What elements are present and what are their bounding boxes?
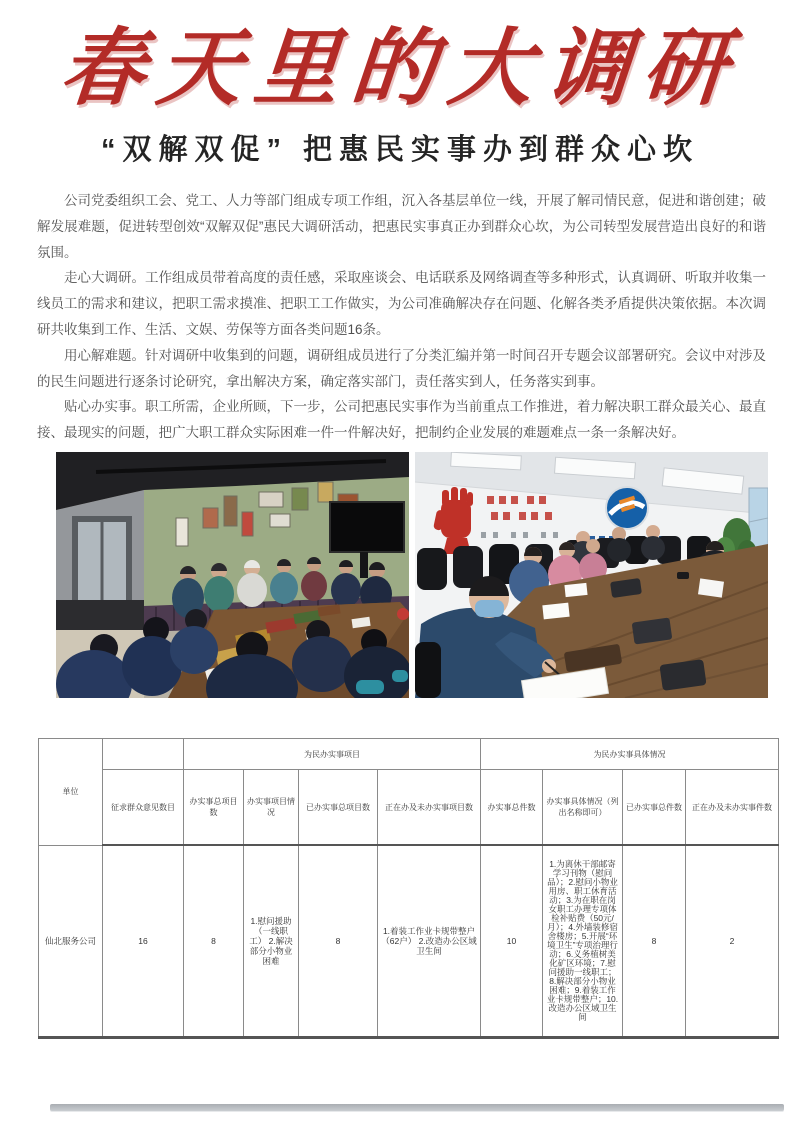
cell-item-pending: 2 bbox=[686, 845, 779, 1038]
statistics-table-wrap bbox=[38, 738, 779, 1039]
statistics-table bbox=[38, 738, 779, 1039]
left-meeting-photo bbox=[56, 452, 409, 698]
header-spacer bbox=[103, 739, 184, 770]
right-conference-photo bbox=[415, 452, 768, 698]
header-group-projects: 为民办实事项目 bbox=[184, 739, 481, 770]
page-subtitle: “双解双促” 把惠民实事办到群众心坎 bbox=[100, 134, 700, 166]
face-mask bbox=[475, 600, 504, 617]
header-project-pending: 正在办及未办实事项目数 bbox=[378, 770, 481, 846]
paragraph-research: 走心大调研。工作组成员带着高度的责任感，采取座谈会、电话联系及网络调查等多种形式，认真调研、听取并收集一线员工的需求和建议，把职工需求摸准、把职工工作做实，为公司准确解决存在问题、化解各类矛盾提供决策依据。本次调研共收集到工作、生活、文娱、劳保等方面各类问题16条。 bbox=[37, 270, 766, 337]
header-project-total: 办实事总项目数 bbox=[184, 770, 244, 846]
header-item-total: 办实事总件数 bbox=[481, 770, 543, 846]
paragraph-action: 贴心办实事。职工所需，企业所顾，下一步，公司把惠民实事作为当前重点工作推进，着力解决职工群众最关心、最直接、最现实的问题，把广大职工群众实际困难一件一件解决好，把制约企业发展的难题难点一条一条解决好。 bbox=[37, 399, 766, 441]
cell-project-total-selected[interactable]: 8 bbox=[184, 845, 244, 1038]
cell-project-done: 8 bbox=[299, 845, 378, 1038]
company-logo-icon bbox=[606, 487, 648, 529]
article-body bbox=[37, 188, 766, 446]
paragraph-intro: 公司党委组织工会、党工、人力等部门组成专项工作组，沉入各基层单位一线，开展了解司情民意，促进和谐创建；破解发展难题，促进转型创效“双解双促”惠民大调研活动，把惠民实事真正办到群众心坎，为公司转型发展营造出良好的和谐氛围。 bbox=[37, 193, 766, 260]
cell-item-done: 8 bbox=[623, 845, 686, 1038]
header-unit: 单位 bbox=[39, 739, 103, 846]
header-item-details: 办实事具体情况（列出名称即可） bbox=[543, 770, 623, 846]
header-item-done: 已办实事总件数 bbox=[623, 770, 686, 846]
header-group-details: 为民办实事具体情况 bbox=[481, 739, 779, 770]
teal-stool bbox=[356, 680, 384, 694]
cell-item-total: 10 bbox=[481, 845, 543, 1038]
page-title: 春天里的大调研 bbox=[56, 18, 744, 117]
header-project-done: 已办实事总项目数 bbox=[299, 770, 378, 846]
cell-project-status: 1.慰问援助（一线职工） 2.解决部分小物业困难 bbox=[244, 845, 299, 1038]
table-row bbox=[39, 845, 779, 1038]
header-project-status: 办实事项目情况 bbox=[244, 770, 299, 846]
bottom-divider-bar bbox=[50, 1104, 784, 1111]
cell-unit: 仙北服务公司 bbox=[39, 845, 103, 1038]
cell-opinion-count: 16 bbox=[103, 845, 184, 1038]
cell-item-details: 1.为离休干部邮寄学习刊物（慰问品）；2.慰问小物业用房、职工休育活动；3.为在职在岗女职工办理专项体检补贴费（50元/月）；4.外墙装修宿舍楼房；5.开展“环境卫生”专项治理行动；6.义务植树美化矿区环境；7.慰问援助一线职工；8.解决部分小物业困难；9.着装工作业卡规带整户；10.改造办公区域卫生间 bbox=[543, 845, 623, 1038]
paragraph-solve: 用心解难题。针对调研中收集到的问题，调研组成员进行了分类汇编并第一时间召开专题会议部署研究。会议中对涉及的民生问题进行逐条讨论研究，拿出解决方案，确定落实部门，责任落实到人，任务落实到事。 bbox=[37, 347, 766, 389]
photo-row bbox=[56, 452, 768, 698]
header-opinion-count: 征求群众意见数目 bbox=[103, 770, 184, 846]
header-item-pending: 正在办及未办实事件数 bbox=[686, 770, 779, 846]
cell-project-pending: 1.着装工作业卡规带整户（62户） 2.改造办公区域卫生间 bbox=[378, 845, 481, 1038]
